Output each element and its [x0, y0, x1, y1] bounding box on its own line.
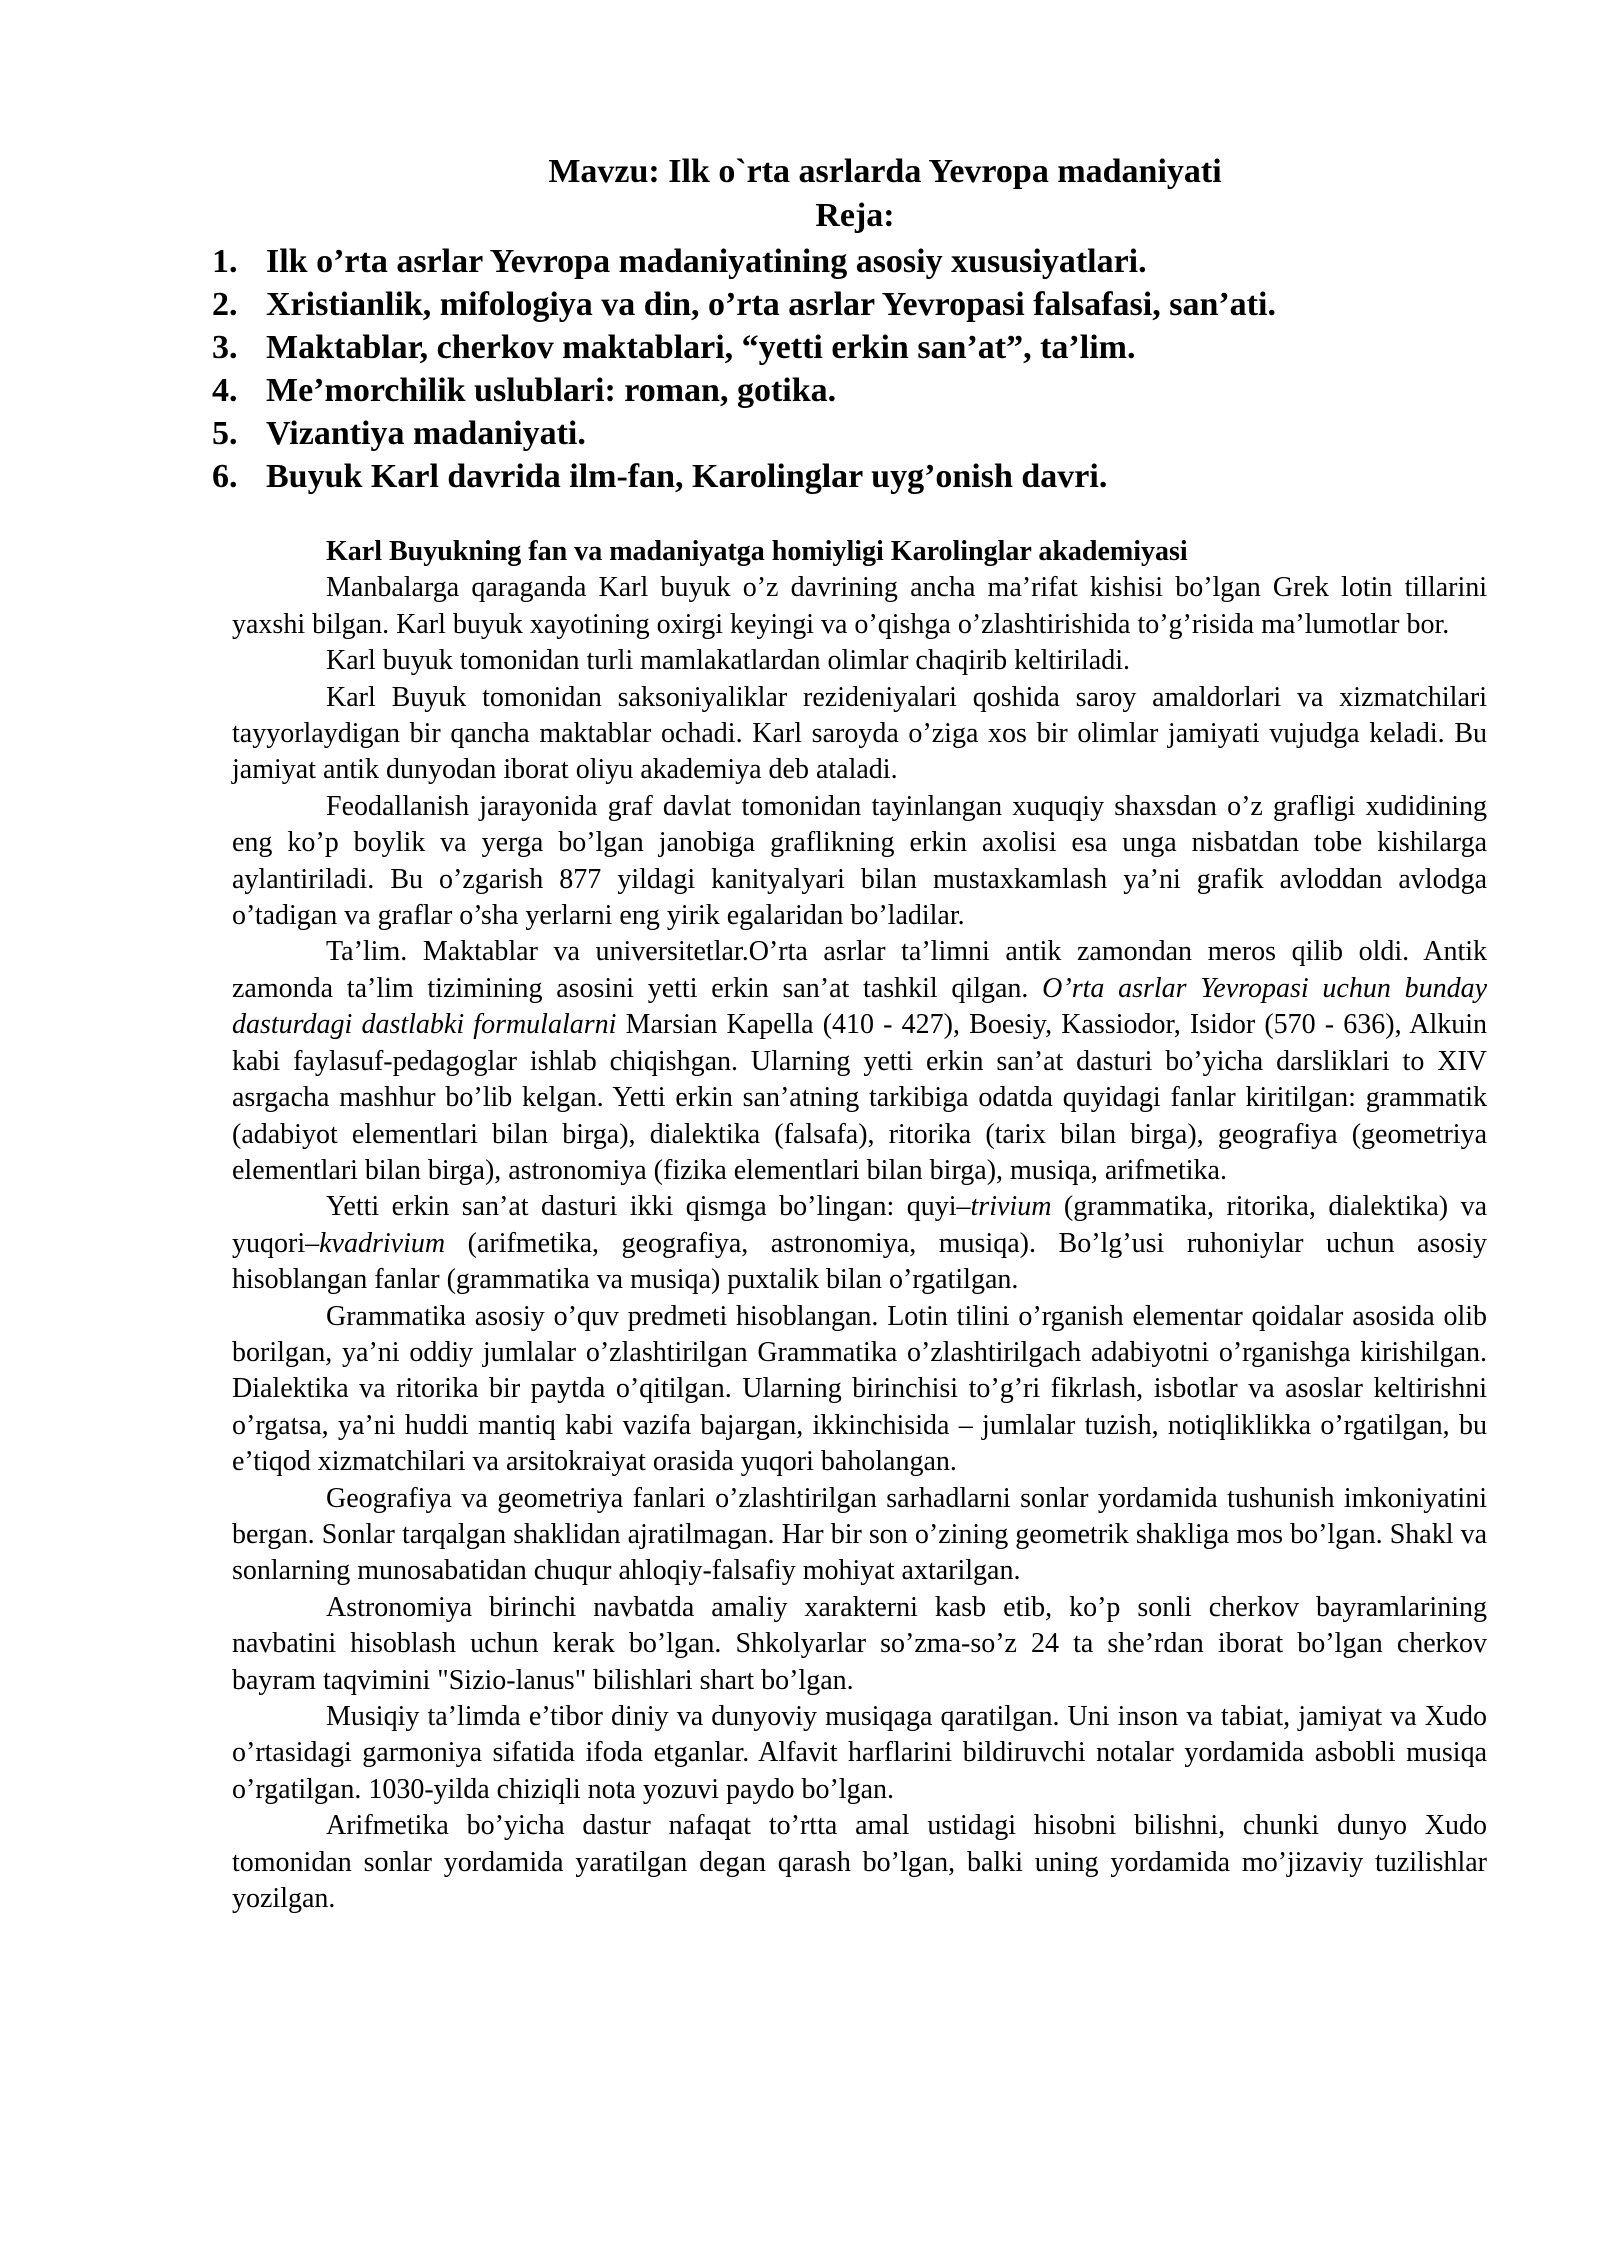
plan-item — [212, 369, 1512, 412]
plan-item-number: 4. — [212, 372, 238, 409]
plan-item-text: Ilk o’rta asrlar Yevropa madaniyatining asosiy xususiyatlari. — [266, 243, 1147, 280]
plan-item-number: 3. — [212, 329, 238, 366]
section-subheading: Karl Buyukning fan va madaniyatga homiyligi Karolinglar akademiyasi — [326, 536, 1188, 567]
plan-item-text: Xristianlik, mifologiya va din, o’rta asrlar Yevropasi falsafasi, san’ati. — [266, 286, 1276, 323]
plan-heading: Reja: — [815, 197, 895, 234]
plan-item-number: 5. — [212, 415, 238, 452]
plan-item-number: 2. — [212, 286, 238, 323]
paragraph-text: Yetti erkin san’at dasturi ikki qismga bo’lingan: quyi– — [326, 1191, 971, 1223]
paragraph-text: Ta’lim. Maktablar va universitetlar.O’rta asrlar ta’limni antik zamondan meros qilib oldi. Antik zamonda ta’lim tizimining asosini yetti erkin san’at tashkil qilgan. — [232, 936, 1487, 1004]
plan-item — [212, 240, 1512, 283]
plan-item-text: Maktablar, cherkov maktablari, “yetti erkin san’at”, ta’lim. — [266, 329, 1136, 366]
plan-list — [212, 240, 1512, 498]
plan-item — [212, 455, 1512, 498]
plan-item-text: Me’morchilik uslublari: roman, gotika. — [266, 372, 837, 409]
page-title: Mavzu: Ilk o`rta asrlarda Yevropa madaniyati — [548, 153, 1222, 190]
paragraph-italic-text: O’rta asrlar Yevropasi uchun bunday dasturdagi dastlabki formulalarni — [232, 972, 1487, 1041]
paragraph-text: (arifmetika, geografiya, astronomiya, musiqa). Bo’lg’usi ruhoniylar uchun asosiy hisoblangan fanlar (grammatika va musiqa) puxtalik bilan o’rgatilgan. — [232, 1227, 1487, 1296]
plan-item — [212, 326, 1512, 369]
plan-item-text: Vizantiya madaniyati. — [266, 415, 586, 452]
paragraph: Feodallanish jarayonida graf davlat tomonidan tayinlangan xuquqiy shaxsdan o’z grafligi xudidining eng ko’p boylik va yerga bo’lgan janobiga graflikning erkin axolisi esa unga nisbatdan tobe kishilarga aylantiriladi. Bu o’zgarish 877 yildagi kanityalyari bilan mustaxkamlash ya’ni grafik avloddan avlodga o’tadigan va graflar o’sha yerlarni eng yirik egalaridan bo’ladilar. — [232, 790, 1487, 932]
plan-item — [212, 283, 1512, 326]
paragraph: Musiqiy ta’limda e’tibor diniy va dunyoviy musiqaga qaratilgan. Uni inson va tabiat, jamiyat va Xudo o’rtasidagi garmoniya sifatida ifoda etganlar. Alfavit harflarini bildiruvchi notalar yordamida asbobli musiqa o’rgatilgan. 1030-yilda chiziqli nota yozuvi paydo bo’lgan. — [232, 1701, 1487, 1805]
paragraph: Arifmetika bo’yicha dastur nafaqat to’rtta amal ustidagi hisobni bilishni, chunki dunyo Xudo tomonidan sonlar yordamida yaratilgan degan qarash bo’lgan, balki uning yordamida mo’jizaviy tuzilishlar yozilgan. — [232, 1810, 1487, 1915]
plan-item-text: Buyuk Karl davrida ilm-fan, Karolinglar uyg’onish davri. — [266, 458, 1108, 495]
plan-item-number: 1. — [212, 243, 238, 280]
paragraph — [232, 1189, 1487, 1298]
paragraph-italic-text: trivium — [970, 1191, 1052, 1223]
paragraph: Grammatika asosiy o’quv predmeti hisoblangan. Lotin tilini o’rganish elementar qoidalar asosida olib borilgan, ya’ni oddiy jumlalar o’zlashtirilgan Grammatika o’zlashtirilgach adabiyotni o’rganishga kirishilgan. Dialektika va ritorika bir paytda o’qitilgan. Ularning birinchisi to’g’ri fikrlash, isbotlar va asoslar keltirishni o’rgatsa, ya’ni huddi mantiq kabi vazifa bajargan, ikkinchisida – jumlalar tuzish, notiqliklikka o’rgatilgan, bu e’tiqod xizmatchilari va arsitokraiyat orasida yuqori baholangan. — [232, 1300, 1487, 1478]
paragraph-italic-text: kvadrivium — [319, 1227, 446, 1259]
paragraph-text: (grammatika, ritorika, dialektika) va yuqori– — [232, 1191, 1487, 1259]
paragraph: Geografiya va geometriya fanlari o’zlashtirilgan sarhadlarni sonlar yordamida tushunish imkoniyatini bergan. Sonlar tarqalgan shaklidan ajratilmagan. Har bir son o’zining geometrik shakliga mos bo’lgan. Shakl va sonlarning munosabatidan chuqur ahloqiy-falsafiy mohiyat axtarilgan. — [232, 1482, 1487, 1587]
paragraph — [232, 934, 1487, 1189]
paragraph: Karl Buyuk tomonidan saksoniyaliklar rezideniyalari qoshida saroy amaldorlari va xizmatchilari tayyorlaydigan bir qancha maktablar ochadi. Karl saroyda o’ziga xos bir olimlar jamiyati vujudga keladi. Bu jamiyat antik dunyodan iborat oliyu akademiya deb ataladi. — [232, 681, 1487, 786]
paragraph: Astronomiya birinchi navbatda amaliy xarakterni kasb etib, ko’p sonli cherkov bayramlarining navbatini hisoblash uchun kerak bo’lgan. Shkolyarlar so’zma-so’z 24 ta she’rdan iborat bo’lgan cherkov bayram taqvimini "Sizio-lanus" bilishlari shart bo’lgan. — [232, 1591, 1487, 1696]
paragraph: Karl buyuk tomonidan turli mamlakatlardan olimlar chaqirib keltiriladi. — [326, 645, 1131, 677]
body-text — [232, 534, 1487, 1917]
plan-item-number: 6. — [212, 458, 238, 495]
paragraph-text: Marsian Kapella (410 - 427), Boesiy, Kassiodor, Isidor (570 - 636), Alkuin kabi faylasuf-pedagoglar ishlab chiqishgan. Ularning yetti erkin san’at dasturi bo’yicha darsliklari to XIV asrgacha mashhur bo’lib kelgan. Yetti erkin san’atning tarkibiga odatda quyidagi fanlar kiritilgan: grammatik (adabiyot elementlari bilan birga), dialektika (falsafa), ritorika (tarix bilan birga), geografiya (geometriya elementlari bilan birga), astronomiya (fizika elementlari bilan birga), musiqa, arifmetika. — [232, 1009, 1487, 1186]
paragraph: Manbalarga qaraganda Karl buyuk o’z davrining ancha ma’rifat kishisi bo’lgan Grek lotin tillarini yaxshi bilgan. Karl buyuk xayotining oxirgi keyingi va o’qishga o’zlashtirishida to’g’risida ma’lumotlar bor. — [232, 572, 1487, 640]
plan-item — [212, 412, 1512, 455]
